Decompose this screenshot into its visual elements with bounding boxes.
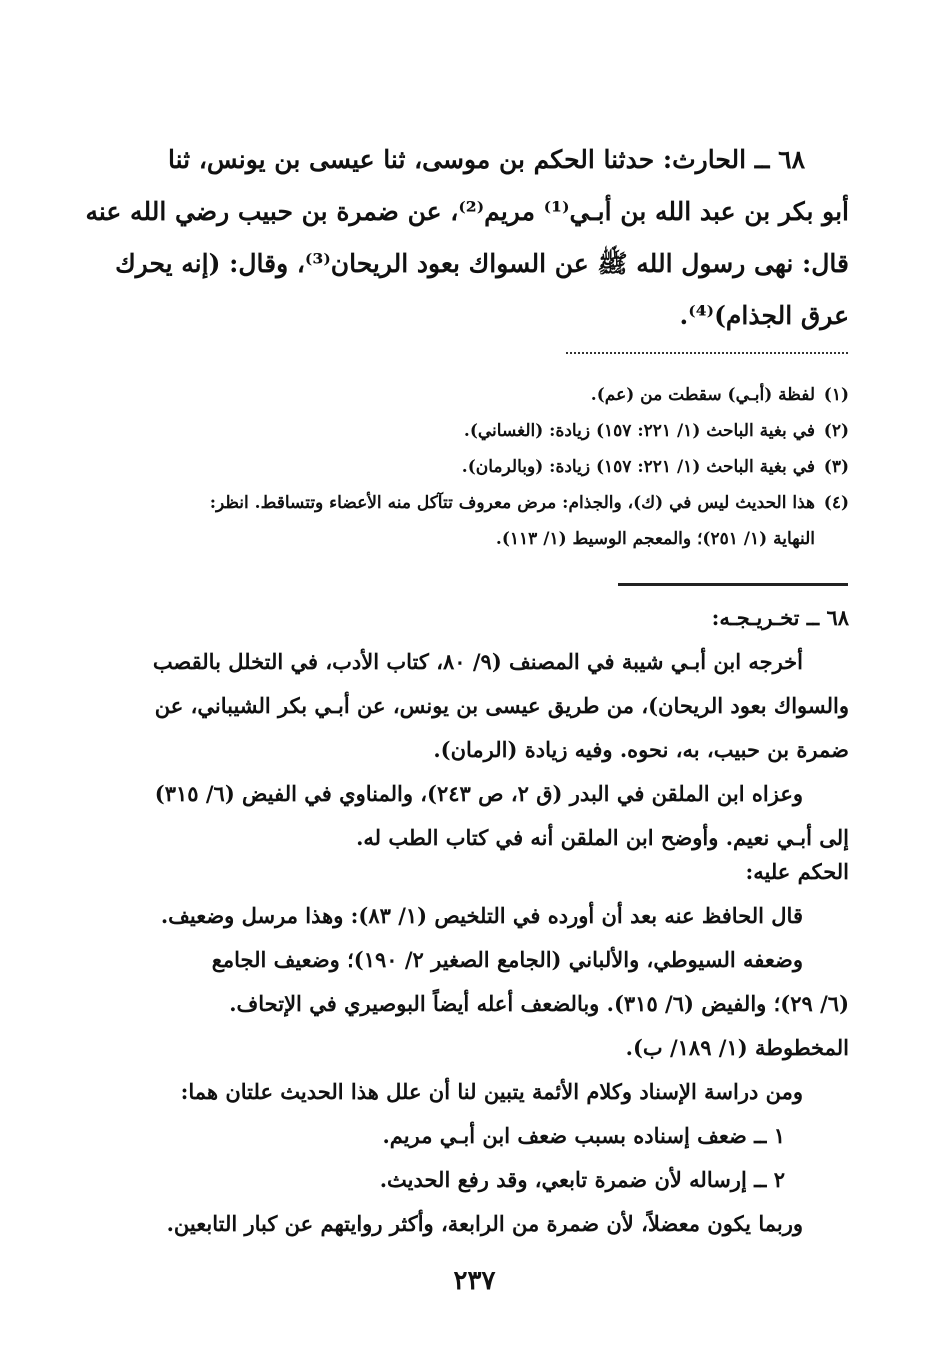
footnote-text: لفظة (أبـي) سقطت من (عم). (590, 385, 815, 405)
page-number: ٢٣٧ (453, 1266, 496, 1296)
footnote-text: هذا الحديث ليس في (ك)، والجذام: مرض معروف تتآكل منه الأعضاء وتتساقط. انظر: (209, 493, 815, 513)
hukm-line: ٢ ــ إرساله لأن ضمرة تابعي، وقد رفع الحديث. (379, 1167, 785, 1192)
hukm-line: وضعفه السيوطي، والألباني (الجامع الصغير ٢/ ١٩٠)؛ وضعيف الجامع (211, 947, 803, 972)
hukm-line: قال الحافظ عنه بعد أن أورده في التلخيص (١/ ٨٣): وهذا مرسل وضعيف. (160, 903, 803, 928)
footnote-text: في بغية الباحث (١/ ٢٢١: ١٥٧) زيادة: (وبالرمان). (461, 457, 815, 477)
hadith-line: عرق الجذام)⁽⁴⁾. (679, 301, 849, 330)
footnote-text: في بغية الباحث (١/ ٢٢١: ١٥٧) زيادة: (الغساني). (463, 421, 815, 441)
hadith-line: أبو بكر بن عبد الله بن أبـي⁽¹⁾ مريم⁽²⁾، عن ضمرة بن حبيب رضي الله عنه (85, 197, 849, 226)
takhrij-line: إلى أبـي نعيم. وأوضح ابن الملقن أنه في كتاب الطب له. (356, 825, 849, 850)
takhrij-line: والسواك بعود الريحان)، من طريق عيسى بن يونس، عن أبـي بكر الشيباني، عن (154, 693, 849, 718)
section-rule (618, 583, 848, 586)
hukm-line: ١ ــ ضعف إسناده بسبب ضعف ابن أبـي مريم. (382, 1123, 785, 1148)
hadith-text (85, 134, 849, 342)
hukm-line: ومن دراسة الإسناد وكلام الأئمة يتبين لنا أن علل هذا الحديث علتان هما: (180, 1079, 803, 1104)
hukm-section (130, 850, 849, 1246)
footnote-1 (130, 377, 849, 413)
footnote-3 (130, 449, 849, 485)
takhrij-line: ضمرة بن حبيب، به، نحوه. وفيه زيادة (الرمان). (433, 737, 849, 762)
hadith-line: ٦٨ ــ الحارث: حدثنا الحكم بن موسى، ثنا عيسى بن يونس، ثنا (168, 145, 805, 174)
footnote-separator (566, 352, 848, 354)
footnote-number: (٢) (823, 421, 849, 441)
hadith-line: قال: نهى رسول الله ﷺ عن السواك بعود الريحان⁽³⁾، وقال: (إنه يحرك (115, 249, 849, 278)
takhrij-heading: ٦٨ ــ تخـريـجـه: (711, 605, 849, 630)
takhrij-section (130, 596, 849, 860)
footnote-number: (١) (823, 385, 849, 405)
hukm-line: وربما يكون معضلاً، لأن ضمرة من الرابعة، وأكثر روايتهم عن كبار التابعين. (166, 1211, 803, 1236)
footnote-number: (٣) (823, 457, 849, 477)
hukm-line: (٦/ ٢٩)؛ والفيض (٦/ ٣١٥). وبالضعف أعله أيضاً البوصيري في الإتحاف. (229, 991, 849, 1016)
hukm-heading: الحكم عليه: (745, 859, 849, 884)
takhrij-line: وعزاه ابن الملقن في البدر (ق ٢، ص ٢٤٣)، والمناوي في الفيض (٦/ ٣١٥) (154, 781, 803, 806)
footnote-4-continuation: النهاية (١/ ٢٥١)؛ والمعجم الوسيط (١/ ١١٣). (495, 529, 815, 549)
footnote-4 (130, 485, 849, 521)
takhrij-line: أخرجه ابن أبـي شيبة في المصنف (٩/ ٨٠، كتاب الأدب، في التخلل بالقصب (152, 649, 803, 674)
footnote-number: (٤) (823, 493, 849, 513)
footnotes (130, 377, 849, 557)
footnote-2 (130, 413, 849, 449)
hukm-line: المخطوطة (١/ ١٨٩/ ب). (625, 1035, 849, 1060)
